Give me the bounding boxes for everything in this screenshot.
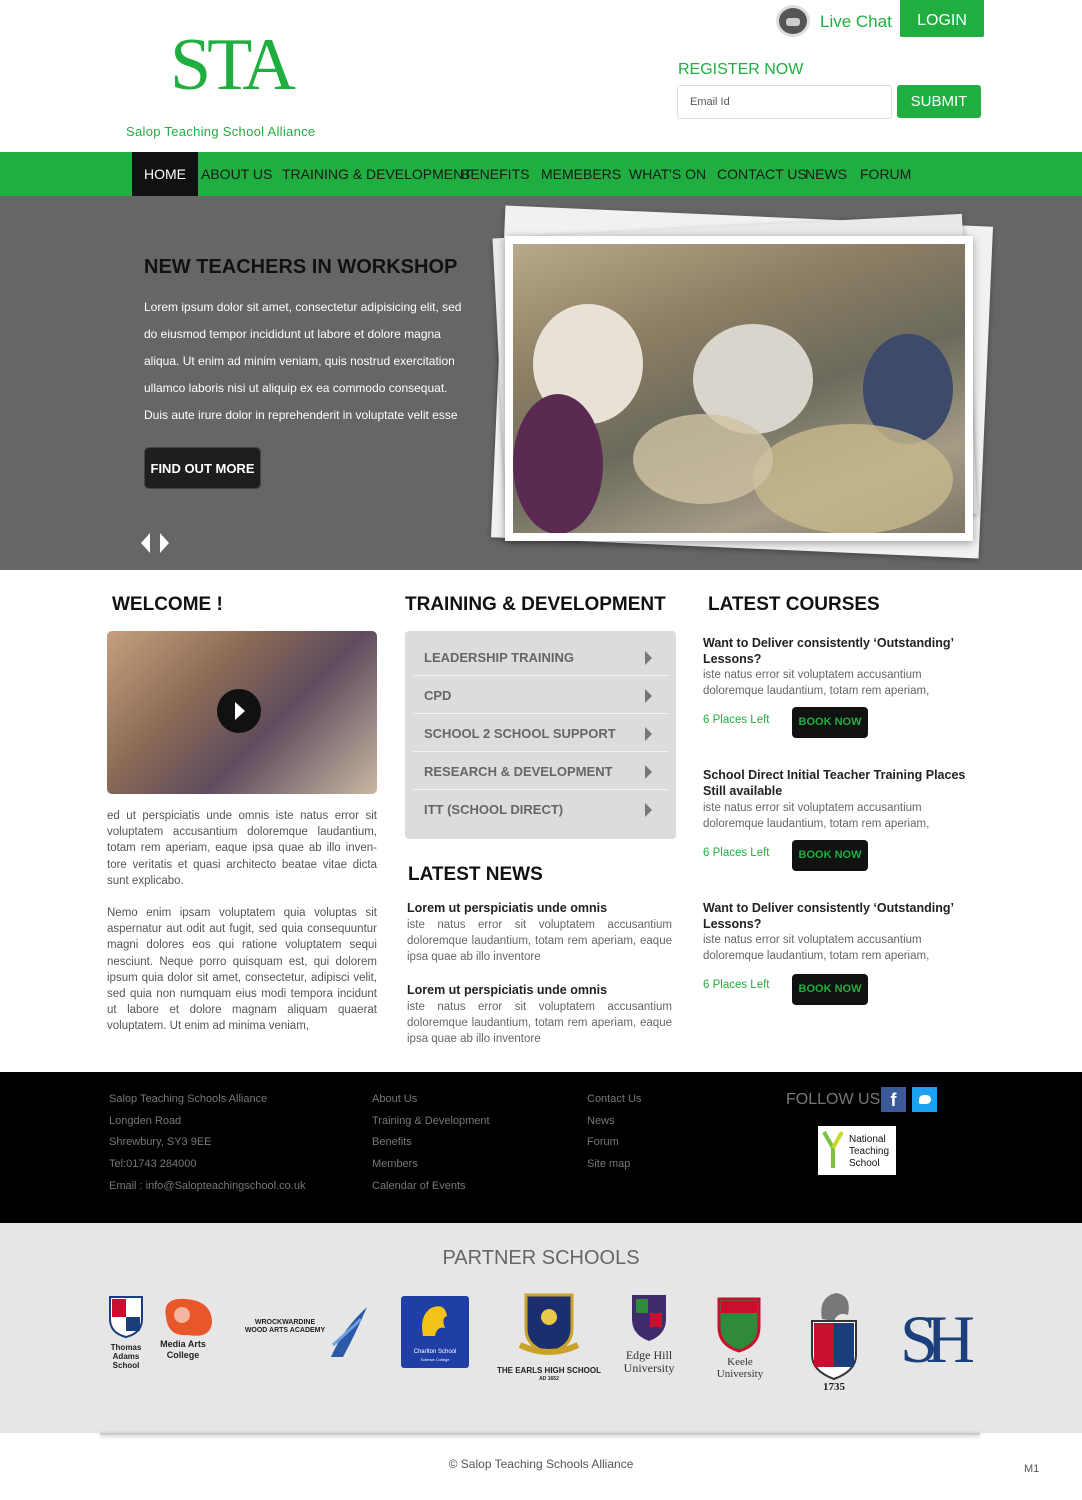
chevron-right-icon	[645, 727, 652, 741]
partner-caption-line: Science College	[420, 1357, 450, 1362]
nav-item-members[interactable]: MEMEBERS	[541, 166, 622, 182]
footer-link-training[interactable]: Training & Development	[372, 1115, 490, 1127]
twitter-icon[interactable]	[912, 1087, 937, 1112]
national-teaching-school-logo	[818, 1126, 896, 1175]
partner-caption-line: THE EARLS HIGH SCHOOL	[496, 1366, 601, 1375]
hero-title: NEW TEACHERS IN WORKSHOP	[144, 256, 458, 278]
partner-caption	[612, 1349, 686, 1375]
footer-address-line: Shrewbury, SY3 9EE	[109, 1136, 212, 1148]
course-text: iste natus error sit voluptatem accusantium doloremque laudantium, totam rem aperiam,	[703, 934, 930, 962]
footer-link-benefits[interactable]: Benefits	[372, 1136, 412, 1148]
places-left: 6 Places Left	[703, 714, 770, 726]
footer-link-calendar[interactable]: Calendar of Events	[372, 1180, 466, 1192]
nav-item-home[interactable]: HOME	[132, 152, 198, 196]
nts-line: School	[849, 1158, 880, 1169]
charlton-school-logo[interactable]	[401, 1296, 469, 1368]
live-chat-link[interactable]: Live Chat	[820, 12, 892, 31]
training-item-label: LEADERSHIP TRAINING	[424, 650, 574, 665]
login-button[interactable]: LOGIN	[900, 0, 984, 37]
footer-phone: Tel:01743 284000	[109, 1158, 197, 1170]
course-text: iste natus error sit voluptatem accusantium doloremque laudantium, totam rem aperiam,	[703, 802, 930, 830]
partner-caption-line: College	[166, 1350, 200, 1360]
hero-text: Lorem ipsum dolor sit amet, consectetur adipisicing elit, sed do eiusmod tempor incididunt ut labore et dolore magna aliqua. Ut enim ad minim veniam, quis nostrud exercitation ullamco laboris nisi ut aliquip ex ea commodo consequat. Duis aute irure dolor in reprehenderit in voluptate velit esse	[144, 300, 462, 422]
footer-link-forum[interactable]: Forum	[587, 1136, 619, 1148]
book-now-button[interactable]: BOOK NOW	[792, 974, 868, 1005]
places-left: 6 Places Left	[703, 979, 770, 991]
course-title[interactable]: School Direct Initial Teacher Training Places Still available	[703, 768, 966, 798]
course-text: iste natus error sit voluptatem accusantium doloremque laudantium, totam rem aperiam,	[703, 669, 930, 697]
nav-item-whats-on[interactable]: WHAT'S ON	[629, 166, 707, 182]
training-menu	[405, 631, 676, 839]
main-navigation	[0, 152, 1082, 196]
footer-link-sitemap[interactable]: Site map	[587, 1158, 631, 1170]
chevron-right-icon	[645, 651, 652, 665]
training-item-school-support[interactable]	[413, 715, 668, 752]
page-code: M1	[1024, 1463, 1040, 1475]
keele-crest-icon[interactable]	[717, 1297, 761, 1353]
training-item-research[interactable]	[413, 753, 668, 790]
facebook-icon[interactable]: f	[881, 1087, 906, 1112]
course-title[interactable]: Want to Deliver consistently ‘Outstanding’ Lessons?	[703, 636, 954, 666]
footer-link-members[interactable]: Members	[372, 1158, 418, 1170]
partner-caption	[98, 1343, 154, 1370]
partner-caption-line: Edge Hill	[625, 1348, 673, 1362]
partner-schools-title: PARTNER SCHOOLS	[442, 1247, 640, 1269]
training-item-label: SCHOOL 2 SCHOOL SUPPORT	[424, 726, 616, 741]
partner-caption-line: School	[112, 1361, 140, 1370]
training-item-leadership[interactable]	[413, 639, 668, 676]
register-label: REGISTER NOW	[678, 61, 804, 78]
live-chat-icon[interactable]	[776, 5, 810, 37]
training-title: TRAINING & DEVELOPMENT	[405, 594, 666, 615]
news-item-text: iste natus error sit voluptatem accusantium doloremque laudantium, totam rem aperiam, eaque ipsa quae ab illo inventore	[407, 1001, 672, 1045]
email-field[interactable]	[677, 85, 892, 119]
partner-caption-line: University	[623, 1361, 675, 1375]
nav-item-forum[interactable]: FORUM	[860, 166, 912, 182]
partner-caption	[156, 1339, 210, 1361]
partner-caption-line: Keele	[727, 1356, 753, 1368]
copyright-text: © Salop Teaching Schools Alliance	[448, 1457, 634, 1471]
partner-caption-line: Media Arts	[160, 1339, 206, 1349]
footer-email[interactable]: Email : info@Salopteachingschool.co.uk	[109, 1180, 306, 1192]
nts-line: Teaching	[849, 1146, 890, 1157]
nav-item-about-us[interactable]: ABOUT US	[201, 166, 273, 182]
logo-tagline: Salop Teaching School Alliance	[126, 124, 316, 139]
footer-link-contact[interactable]: Contact Us	[587, 1093, 642, 1105]
partner-caption	[496, 1366, 602, 1384]
partner-caption-line: University	[716, 1368, 764, 1380]
partner-caption: 1735	[823, 1381, 845, 1393]
nav-item-training[interactable]: TRAINING & DEVELOPMENT	[282, 166, 472, 182]
welcome-paragraph-1: ed ut perspiciatis unde omnis iste natus error sit voluptatem accusantium doloremque laudantium, totam rem aperiam, eaque ipsa quae ab illo inven-tore veritatis et quasi architecto beatae vitae dicta sunt explicabo.	[107, 810, 377, 887]
partner-caption	[706, 1356, 774, 1380]
welcome-paragraph-2: Nemo enim ipsam voluptatem quia voluptas sit aspernatur aut odit aut fugit, sed quia consequuntur magni dolores eos qui ratione voluptatem sequi nesciunt. Neque porro quisquam est, qui dolorem ipsum quia dolor sit amet, consectetur, adipisci velit, sed quia non numquam eius modi tempora incidunt ut labore et dolore magnam aliquam quaerat voluptatem. Ut enim ad minima veniam,	[107, 907, 377, 1033]
submit-button[interactable]: SUBMIT	[897, 85, 981, 118]
news-item-text: iste natus error sit voluptatem accusantium doloremque laudantium, totam rem aperiam, eaque ipsa quae ab illo inventore	[407, 919, 672, 963]
thomas-adams-crest-icon[interactable]	[108, 1295, 144, 1339]
slider-prev-icon[interactable]	[141, 533, 150, 553]
training-item-label: RESEARCH & DEVELOPMENT	[424, 764, 613, 779]
book-now-button[interactable]: BOOK NOW	[792, 707, 868, 738]
news-title: LATEST NEWS	[408, 864, 543, 885]
griffin-crest-icon[interactable]	[808, 1289, 860, 1383]
site-header	[0, 0, 1082, 152]
partner-caption-line: AD 1652	[539, 1376, 559, 1382]
chevron-right-icon	[645, 689, 652, 703]
divider	[100, 1433, 980, 1435]
chevron-right-icon	[645, 765, 652, 779]
lion-icon	[401, 1296, 469, 1346]
welcome-title: WELCOME !	[112, 594, 223, 615]
course-title[interactable]: Want to Deliver consistently ‘Outstanding’ Lessons?	[703, 901, 954, 931]
hero-photo	[513, 244, 965, 533]
training-item-label: CPD	[424, 688, 452, 703]
news-item-title[interactable]: Lorem ut perspiciatis unde omnis	[407, 901, 608, 915]
logo-mark[interactable]: STA	[170, 24, 292, 106]
news-item-title[interactable]: Lorem ut perspiciatis unde omnis	[407, 983, 608, 997]
follow-us-label: FOLLOW US	[786, 1091, 881, 1108]
courses-title: LATEST COURSES	[708, 594, 880, 615]
footer-link-about[interactable]: About Us	[372, 1093, 418, 1105]
partner-schools-section	[0, 1223, 1082, 1433]
welcome-video-thumbnail[interactable]	[107, 631, 377, 794]
training-item-label: ITT (SCHOOL DIRECT)	[424, 802, 564, 817]
edge-hill-crest-icon[interactable]	[622, 1289, 676, 1347]
slider-next-icon[interactable]	[160, 533, 169, 553]
media-arts-logo-icon[interactable]	[158, 1293, 216, 1341]
partner-caption: WROCKWARDINE WOOD ARTS ACADEMY	[244, 1319, 326, 1334]
hero-photo-frame	[505, 236, 973, 541]
footer-address-line: Salop Teaching Schools Alliance	[109, 1093, 268, 1105]
chevron-right-icon	[645, 803, 652, 817]
play-icon[interactable]	[217, 689, 261, 733]
site-footer	[0, 1072, 1082, 1223]
nav-item-news[interactable]: NEWS	[805, 166, 847, 182]
partner-caption-line: Thomas Adams	[110, 1343, 142, 1361]
partner-caption	[401, 1349, 469, 1363]
hero-slider	[0, 196, 1082, 570]
nts-line: National	[849, 1134, 886, 1145]
training-item-cpd[interactable]	[413, 677, 668, 714]
footer-link-news[interactable]: News	[587, 1115, 615, 1127]
nts-y-icon	[822, 1130, 844, 1170]
places-left: 6 Places Left	[703, 847, 770, 859]
page-bottom	[0, 1433, 1082, 1500]
sh-school-logo[interactable]: SH	[900, 1301, 963, 1377]
training-item-itt[interactable]	[413, 791, 668, 828]
nav-item-contact-us[interactable]: CONTACT US	[717, 166, 807, 182]
nts-text	[849, 1134, 889, 1170]
earls-high-school-crest-icon[interactable]	[516, 1293, 582, 1359]
find-out-more-button[interactable]: FIND OUT MORE	[144, 447, 261, 489]
nav-item-benefits[interactable]: BENEFITS	[461, 166, 530, 182]
footer-address-line: Longden Road	[109, 1115, 182, 1127]
partner-caption-line: Charlton School	[413, 1349, 457, 1355]
wrockwardine-logo[interactable]	[243, 1299, 369, 1361]
book-now-button[interactable]: BOOK NOW	[792, 840, 868, 871]
